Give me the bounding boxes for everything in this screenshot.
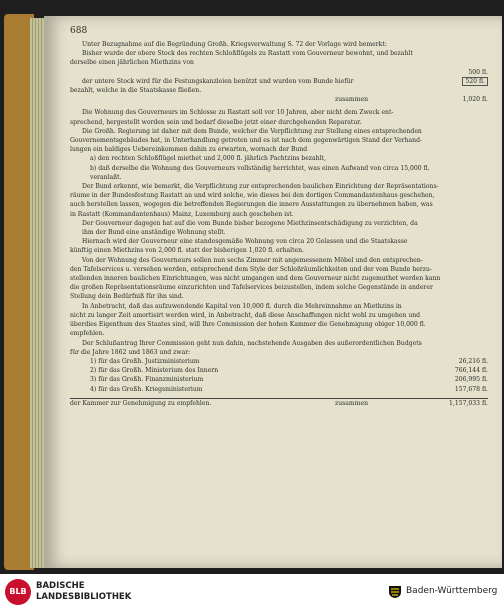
text-line: ihm der Bund eine anständige Wohnung stellt. (82, 229, 226, 237)
text-line: künftig einen Miethzins von 2,000 fl. statt der bisherigen 1,020 fl. erhalten. (70, 247, 304, 255)
text-line: Stellung dein Bedürfniß für ihn sind. (70, 293, 184, 301)
text-line: lungen ein baldiges Uebereinkommen dahin zu erwarten, wornach der Bund (70, 146, 308, 154)
text-line: Der Schlußantrag Ihrer Commission geht nun dahin, nachstehende Ausgaben des außerordentlichen Budgets (82, 339, 422, 347)
text-line: räume in der Bundesfestung Rastatt an und wird solche, wie dieses bei den dortigen Commandantenhaus geschehen, (70, 192, 435, 200)
text-line: sprechend, hergestellt worden sein und bedarf dieselbe jetzt einer durchgehenden Reparatur. (70, 118, 362, 126)
amount-row-label: 2) für das Großh. Ministerium des Innern (90, 367, 219, 375)
state-name[interactable]: Baden-Württemberg (406, 586, 498, 596)
text-line: Der Gouverneur dagegen hat auf die vom Bunde bisher bezogene Miethzinsentschädigung zu verzichten, da (82, 219, 418, 227)
amount-row-value: 766,144 fl. (454, 367, 488, 375)
amount-row-value: 26,216 fl. (458, 357, 488, 365)
text-line: Der Bund erkennt, wie bemerkt, die Verpflichtung zur entsprechenden baulichen Einrichtung der Repräsentations- (82, 183, 439, 191)
library-name-line2: LANDESBIBLIOTHEK (36, 592, 132, 602)
blb-logo[interactable]: BLB (5, 579, 31, 605)
text-line: b) daß derselbe die Wohnung des Gouverneurs vollständig herrichtet, was einen Aufwand von circa 15,000 fl. (90, 164, 430, 172)
amount-row (70, 68, 488, 77)
paragraph-intro (70, 40, 488, 68)
text-line: veranlaßt. (90, 173, 122, 181)
amount-row-label: 1) für das Großh. Justizministerium (90, 357, 200, 365)
text-line: auch herstellen lassen, wogegen die betreffenden Regierungen die innere Ausstattungen zu übernehmen haben, was (70, 201, 433, 209)
total-rent-amount: 1,020 fl. (462, 96, 488, 104)
boxed-amount: 520 fl. (462, 77, 488, 86)
text-line: Bisher wurde der obere Stock des rechten Schloßflügels zu Rastatt vom Gouverneur bewohnt, und bezahlt (82, 50, 413, 58)
library-name[interactable] (36, 581, 131, 603)
paragraph-body (70, 108, 488, 356)
amount-row (70, 385, 488, 394)
text-line: Gouvernementsgebäudes hat, in Unterhandlung getreten und es ist nach dem gegenwärtigen Stand der Verhand- (70, 137, 423, 145)
text-line: in Rastatt (Kommandantenhaus) Mainz, Luxemburg auch geschehen ist. (70, 210, 294, 218)
text-line: Hiernach wird der Gouverneur eine standesgemäße Wohnung von circa 20 Gelassen und die Staatskasse (82, 238, 408, 246)
amount-row-value: 500 fl. (468, 68, 488, 76)
text-line: Die Wohnung des Gouverneurs im Schlosse zu Rastatt soll vor 10 Jahren, aber nicht dem Zweck ent- (82, 109, 394, 117)
amount-row-label: 3) für das Großh. Finanzministerium (90, 376, 204, 384)
amount-row-label (70, 68, 398, 77)
text-line: Die Großh. Regierung ist daher mit dem Bunde, welcher die Verpflichtung zur Stellung eines entsprechenden (82, 127, 422, 135)
text-line: derselbe einen jährlichen Miethzins von (70, 59, 194, 67)
budget-total-amount: 1,157,033 fl. (449, 399, 488, 407)
budget-items (70, 357, 488, 394)
amount-row-label: der untere Stock wird für die Festungskanzleien benützt und wurden vom Bunde hiefür (82, 77, 354, 85)
amount-row-label: 4) für das Großh. Kriegsministerium (90, 385, 203, 393)
amount-row-value: 157,678 fl. (454, 385, 488, 393)
text-line: bezahlt, welche in die Staatskasse fließen. (70, 87, 202, 95)
paragraph-paid (70, 86, 488, 95)
amount-row (70, 375, 488, 384)
total-rent-label: zusammen (335, 96, 368, 104)
page-text (70, 40, 488, 408)
footer-bar (0, 574, 504, 611)
text-line: Von der Wohnung des Gouverneurs sollen nun sechs Zimmer mit angemessenem Möbel und den entsprechen- (82, 256, 423, 264)
library-name-line1: BADISCHE (36, 581, 85, 591)
budget-total-label: zusammen (335, 399, 368, 407)
total-rent-row (70, 95, 488, 104)
text-line: stellenden inneren baulichen Einrichtungen, was nicht umgangen und dem Gouverneur nicht zugemuthet werden kann (70, 275, 441, 283)
budget-total-text: der Kammer zur Genehmigung zu empfehlen. (70, 399, 212, 407)
amount-row (70, 366, 488, 375)
state-coat-of-arms-icon[interactable] (388, 585, 402, 599)
rent-rows (70, 68, 488, 86)
text-line: nicht zu langer Zeit amortisirt werden wird, in Anbetracht, daß diese Anschaffungen nicht wohl zu umgehen und (70, 311, 421, 319)
amount-row (70, 77, 488, 86)
text-line: Unter Bezugnahme auf die Begründung Großh. Kriegsverwaltung S. 72 der Vorlage wird bemerkt: (82, 41, 387, 48)
text-line: In Anbetracht, daß das aufzuwendende Kapital von 10,000 fl. durch die Mehreinnahme an Miethzins in (82, 302, 402, 310)
text-line: empfehlen. (70, 330, 105, 338)
text-line: a) den rechten Schloßflügel miethet und 2,000 fl. jährlich Pachtzins bezahlt, (90, 155, 326, 163)
page-number: 688 (70, 26, 88, 36)
text-line: die großen Repräsentationsräume einzurichten und Tafelservices beizustellen, indem solche Gegenstände in anderer (70, 284, 433, 292)
text-line: für die Jahre 1862 und 1863 und zwar: (70, 348, 191, 356)
amount-row-value: 206,995 fl. (454, 376, 488, 384)
budget-total-row (70, 398, 488, 408)
text-line: den Tafelservices u. versehen werden, entsprechend dem Style der Schloßräumlichkeiten und der vom Bunde herzu- (70, 265, 432, 273)
amount-row-value (398, 77, 488, 86)
amount-row (70, 357, 488, 366)
text-line: überdies Eigenthum des Staates sind, will Ihre Commission der hohen Kammer die Genehmigung obiger 10,000 fl. (70, 321, 426, 329)
